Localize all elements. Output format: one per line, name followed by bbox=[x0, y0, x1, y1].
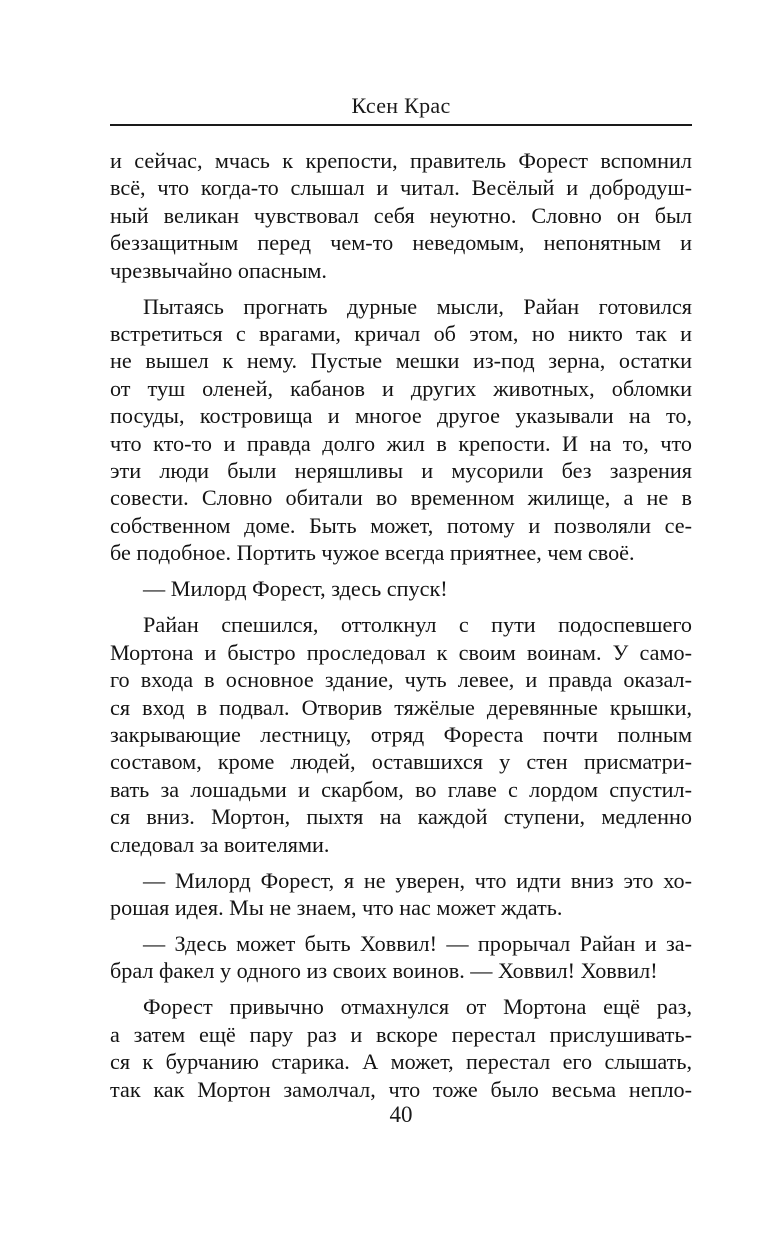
text-line: — Милорд Форест, здесь спуск! bbox=[143, 576, 448, 602]
paragraph bbox=[110, 993, 692, 1103]
text-line: брал факел у одного из своих воинов. — Ховвил! Ховвил! bbox=[110, 958, 658, 984]
text-line: Мортона и быстро проследовал к своим воинам. У само- bbox=[110, 639, 692, 665]
body-text bbox=[110, 147, 692, 1112]
text-line: посуды, костровища и многое другое указывали на то, bbox=[110, 403, 692, 429]
text-line: закрывающие лестницу, отряд Фореста почти полным bbox=[110, 721, 692, 747]
text-line: что кто-то и правда долго жил в крепости. И на то, что bbox=[110, 430, 692, 456]
text-line: — Милорд Форест, я не уверен, что идти вниз это хо- bbox=[143, 867, 692, 893]
text-line: следовал за воителями. bbox=[110, 831, 330, 857]
text-line: от туш оленей, кабанов и других животных, обломки bbox=[110, 375, 692, 401]
text-line: го входа в основное здание, чуть левее, и правда оказал- bbox=[110, 667, 692, 693]
text-line: Форест привычно отмахнулся от Мортона ещё раз, bbox=[143, 994, 692, 1020]
text-line: эти люди были неряшливы и мусорили без зазрения bbox=[110, 458, 692, 484]
text-line: и сейчас, мчась к крепости, правитель Форест вспомнил bbox=[110, 148, 692, 173]
text-line: составом, кроме людей, оставшихся у стен присматри- bbox=[110, 749, 692, 775]
paragraph bbox=[110, 611, 692, 858]
header-rule bbox=[110, 124, 692, 126]
text-line: Пытаясь прогнать дурные мысли, Райан готовился bbox=[143, 293, 692, 319]
text-line: ный великан чувствовал себя неуютно. Словно он был bbox=[110, 202, 692, 228]
running-header: Ксен Крас bbox=[351, 93, 451, 118]
text-line: рошая идея. Мы не знаем, что нас может ждать. bbox=[110, 894, 563, 920]
page-number: 40 bbox=[389, 1102, 413, 1127]
text-line: Райан спешился, оттолкнул с пути подоспевшего bbox=[143, 612, 692, 638]
text-line: бе подобное. Портить чужое всегда приятнее, чем своё. bbox=[110, 540, 635, 566]
text-line: а затем ещё пару раз и вскоре перестал прислушивать- bbox=[110, 1021, 692, 1047]
text-line: ся к бурчанию старика. А может, перестал его слышать, bbox=[110, 1049, 692, 1075]
text-line: — Здесь может быть Ховвил! — прорычал Райан и за- bbox=[143, 930, 692, 956]
text-line: собственном доме. Быть может, потому и позволяли се- bbox=[110, 512, 692, 538]
text-line: так как Мортон замолчал, что тоже было весьма непло- bbox=[110, 1076, 692, 1102]
paragraph bbox=[110, 293, 692, 567]
text-line: вать за лошадьми и скарбом, во главе с лордом спустил- bbox=[110, 776, 692, 802]
text-line: не вышел к нему. Пустые мешки из-под зерна, остатки bbox=[110, 348, 692, 374]
text-line: ся вниз. Мортон, пыхтя на каждой ступени, медленно bbox=[110, 804, 692, 830]
paragraph bbox=[110, 575, 692, 602]
text-line: беззащитным перед чем-то неведомым, непонятным и bbox=[110, 230, 692, 256]
paragraph bbox=[110, 147, 692, 284]
text-line: встретиться с врагами, кричал об этом, но никто так и bbox=[110, 321, 692, 347]
text-line: всё, что когда-то слышал и читал. Весёлый и добродуш- bbox=[110, 175, 692, 201]
text-line: совести. Словно обитали во временном жилище, а не в bbox=[110, 485, 692, 511]
paragraph bbox=[110, 867, 692, 922]
paragraph bbox=[110, 930, 692, 985]
text-line: чрезвычайно опасным. bbox=[110, 257, 327, 283]
text-line: ся вход в подвал. Отворив тяжёлые деревянные крышки, bbox=[110, 694, 692, 720]
